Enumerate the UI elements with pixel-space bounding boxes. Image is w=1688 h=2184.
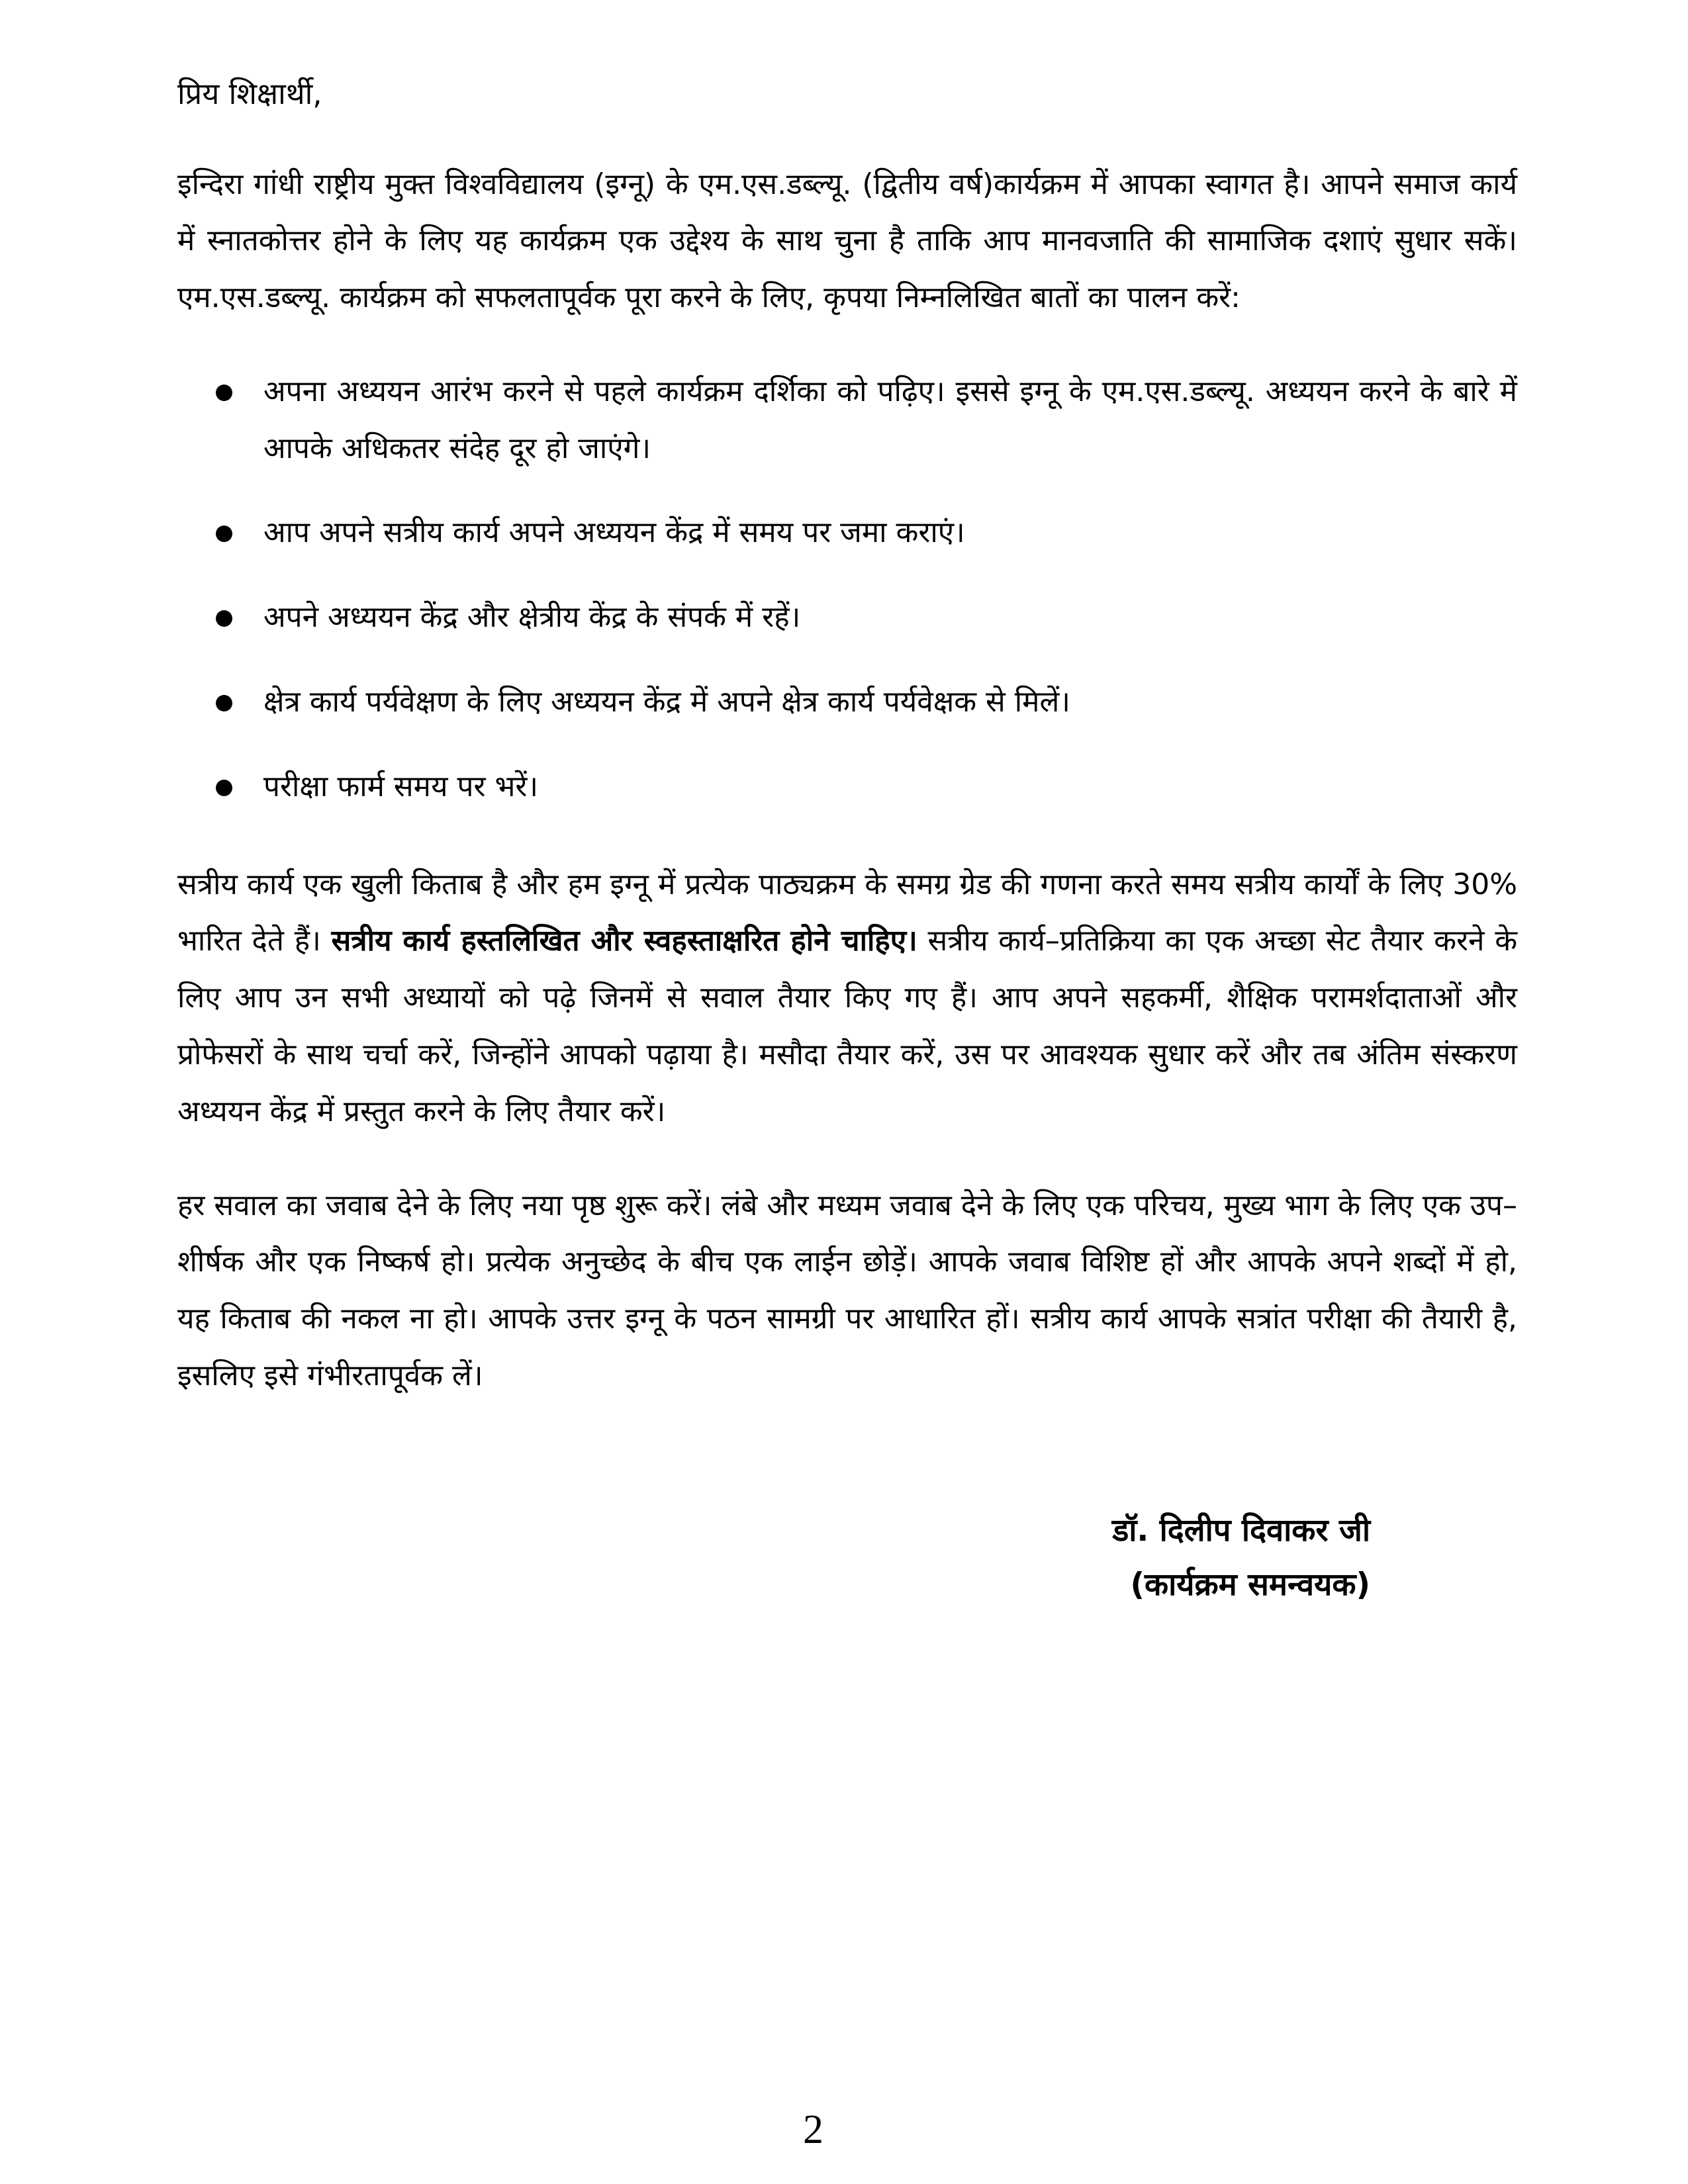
- answer-guidelines-paragraph: हर सवाल का जवाब देने के लिए नया पृष्ठ शुरू करें। लंबे और मध्यम जवाब देने के लिए एक परिचय, मुख्य भाग के लिए एक उप–शीर्षक और एक निष्कर्ष हो। प्रत्येक अनुच्छेद के बीच एक लाईन छोड़ें। आपके जवाब विशिष्ट हों और आपके अपने शब्दों में हो, यह किताब की नकल ना हो। आपके उत्तर इग्नू के पठन सामग्री पर आधारित हों। सत्रीय कार्य आपके सत्रांत परीक्षा की तैयारी है, इसलिए इसे गंभीरतापूर्वक लें।: [177, 1188, 1517, 1393]
- bullet-icon: [216, 780, 232, 796]
- instructions-list: [177, 363, 1517, 815]
- signature-role: (कार्यक्रम समन्वयक): [1130, 1567, 1370, 1604]
- salutation: प्रिय शिक्षार्थी,: [177, 76, 322, 111]
- assignment-bold-text: सत्रीय कार्य हस्तलिखित और स्वहस्ताक्षरित होने चाहिए।: [331, 924, 917, 958]
- signature-name: डॉ. दिलीप दिवाकर जी: [1112, 1512, 1370, 1549]
- bullet-icon: [216, 695, 232, 711]
- assignment-post-text: सत्रीय कार्य–प्रतिक्रिया का एक अच्छा सेट तैयार करने के लिए आप उन सभी अध्यायों को पढ़े जिनमें से सवाल तैयार किए गए हैं। आप अपने सहकर्मी, शैक्षिक परामर्शदाताओं और प्रोफेसरों के साथ चर्चा करें, जिन्होंने आपको पढ़ाया है। मसौदा तैयार करें, उस पर आवश्यक सुधार करें और तब अंतिम संस्करण अध्ययन केंद्र में प्रस्तुत करने के लिए तैयार करें।: [177, 924, 1518, 1128]
- list-item-text: परीक्षा फार्म समय पर भरें।: [263, 769, 539, 803]
- assignment-pre-text: सत्रीय कार्य एक खुली किताब है और हम इग्नू में प्रत्येक पाठ्यक्रम के समग्र ग्रेड की गणना करते समय सत्रीय कार्यों के लिए 30% भारित देते हैं।: [177, 867, 1517, 958]
- bullet-icon: [216, 525, 232, 542]
- list-item-text: अपना अध्ययन आरंभ करने से पहले कार्यक्रम दर्शिका को पढ़िए। इससे इग्नू के एम.एस.डब्ल्यू. अध्ययन करने के बारे में आपके अधिकतर संदेह दूर हो जाएंगे।: [263, 374, 1517, 465]
- assignment-paragraph: [177, 856, 1517, 1140]
- list-item: [177, 363, 1517, 477]
- list-item-text: क्षेत्र कार्य पर्यवेक्षण के लिए अध्ययन केंद्र में अपने क्षेत्र कार्य पर्यवेक्षक से मिलें।: [263, 685, 1070, 719]
- list-item: [177, 674, 1517, 731]
- bullet-icon: [216, 610, 232, 627]
- signature-block: [177, 1504, 1517, 1613]
- list-item: [177, 504, 1517, 561]
- list-item: [177, 589, 1517, 646]
- list-item-text: अपने अध्ययन केंद्र और क्षेत्रीय केंद्र के संपर्क में रहें।: [263, 600, 801, 635]
- bullet-icon: [216, 385, 232, 401]
- list-item-text: आप अपने सत्रीय कार्य अपने अध्ययन केंद्र में समय पर जमा कराएं।: [263, 516, 965, 550]
- intro-paragraph: इन्दिरा गांधी राष्ट्रीय मुक्त विश्वविद्यालय (इग्नू) के एम.एस.डब्ल्यू. (द्वितीय वर्ष)कार्यक्रम में आपका स्वागत है। आपने समाज कार्य में स्नातकोत्तर होने के लिए यह कार्यक्रम एक उद्देश्य के साथ चुना है ताकि आप मानवजाति की सामाजिक दशाएं सुधार सकें। एम.एस.डब्ल्यू. कार्यक्रम को सफलतापूर्वक पूरा करने के लिए, कृपया निम्नलिखित बातों का पालन करें:: [177, 167, 1517, 315]
- page-number: 2: [803, 2107, 823, 2152]
- list-item: [177, 758, 1517, 815]
